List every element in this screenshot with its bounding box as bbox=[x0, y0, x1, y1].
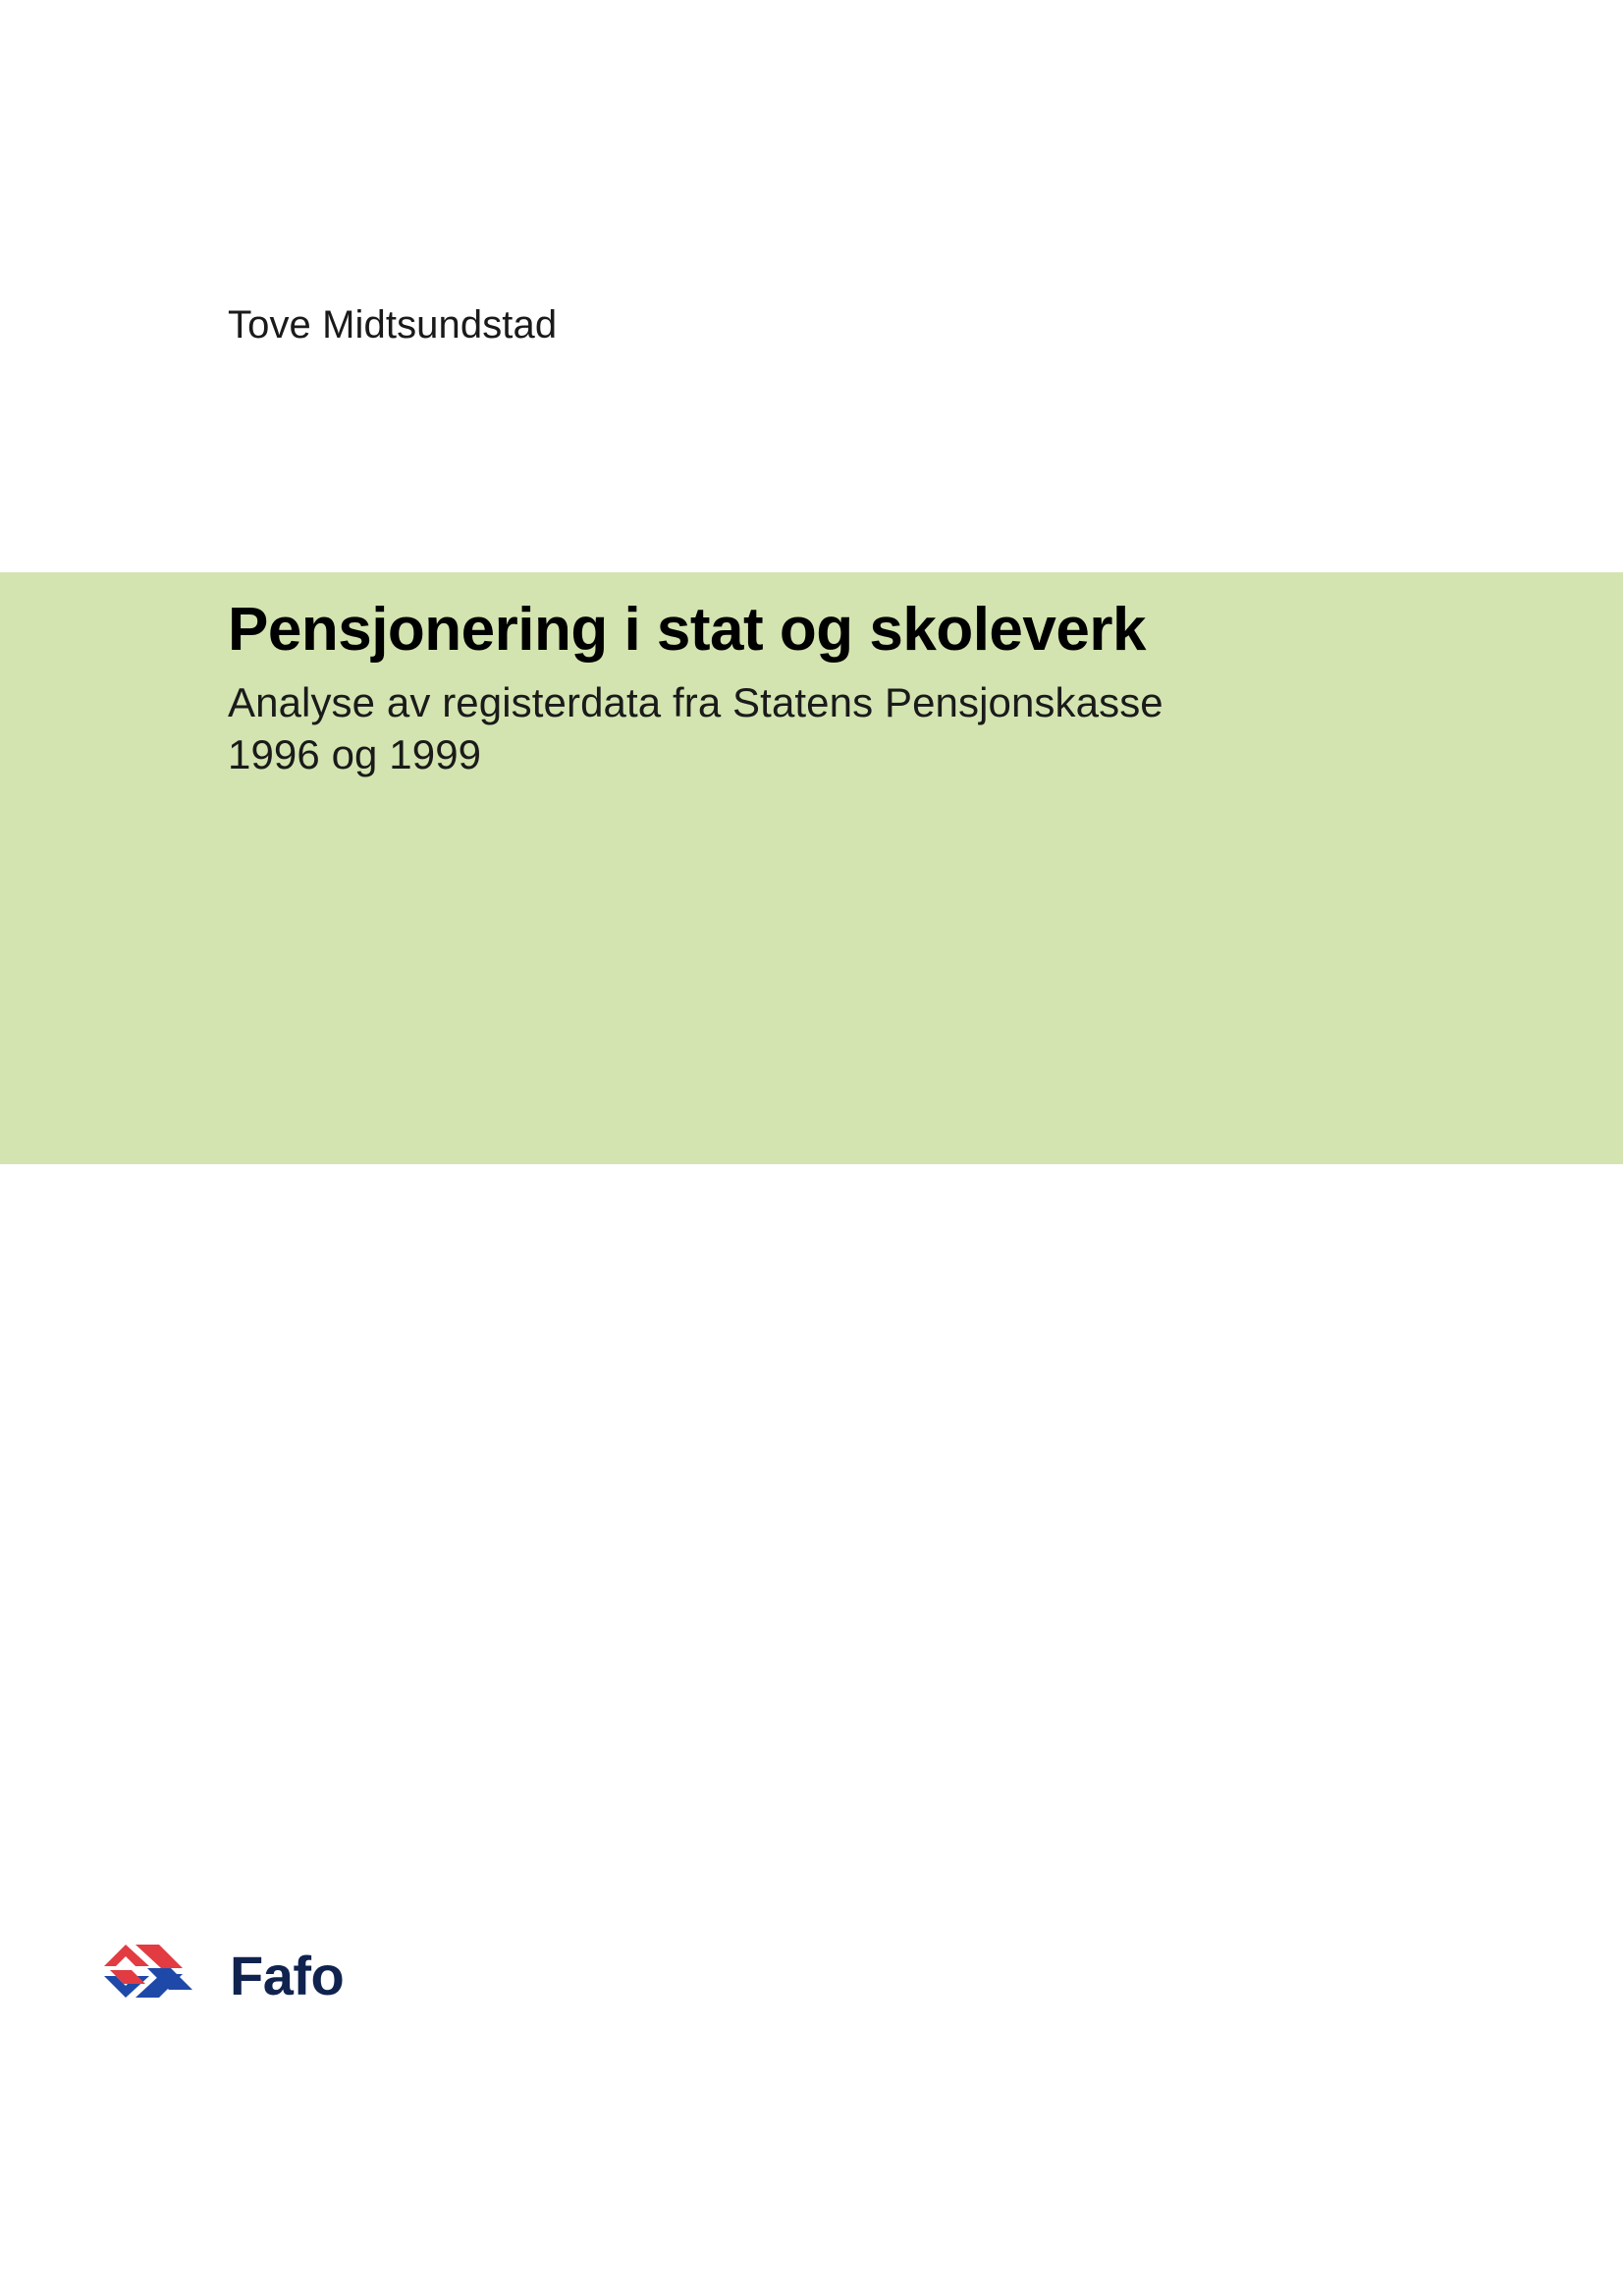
title-band bbox=[0, 572, 1623, 1164]
fafo-logo-mark-icon bbox=[102, 1941, 224, 2011]
subtitle-line-2: 1996 og 1999 bbox=[228, 730, 482, 777]
author-name: Tove Midtsundstad bbox=[228, 303, 558, 347]
fafo-logo bbox=[102, 1932, 397, 2020]
page-title: Pensjonering i stat og skoleverk bbox=[228, 596, 1146, 664]
fafo-logo-text: Fafo bbox=[230, 1945, 345, 2006]
title-block bbox=[228, 596, 1504, 780]
subtitle-line-1: Analyse av registerdata fra Statens Pensjonskasse bbox=[228, 679, 1163, 726]
